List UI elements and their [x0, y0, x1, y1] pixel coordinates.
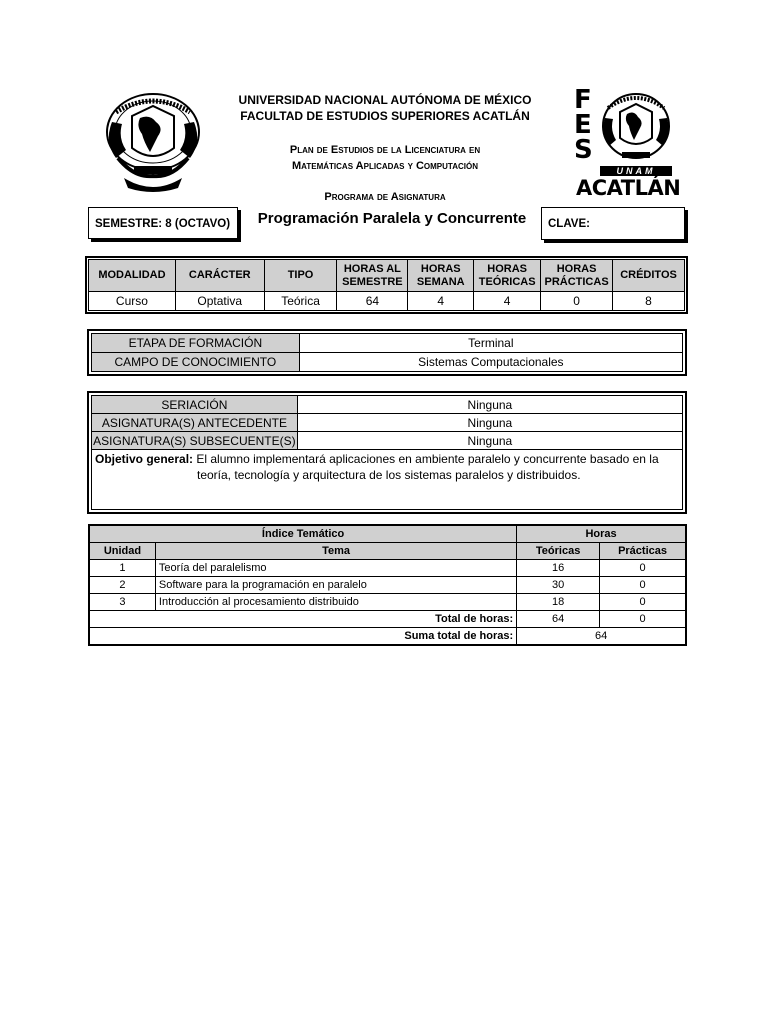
header-horas-semana: HORAS SEMANA	[408, 260, 474, 292]
total-label: Total de horas:	[90, 611, 517, 628]
subsecuente-value: Ninguna	[297, 432, 682, 450]
row-unidad: 2	[90, 577, 156, 594]
suma-value: 64	[517, 628, 686, 645]
row-unidad: 1	[90, 560, 156, 577]
subsecuente-label: ASIGNATURA(S) SUBSECUENTE(S)	[93, 433, 296, 448]
logo-letter-e: E	[574, 110, 592, 140]
value-horas-practicas: 0	[541, 292, 613, 311]
subsecuente-row	[92, 432, 683, 450]
header-caracter: CARÁCTER	[175, 260, 264, 292]
suma-row	[90, 628, 686, 645]
header-tipo: TIPO	[264, 260, 337, 292]
index-horas-header: Horas	[517, 526, 686, 543]
suma-label: Suma total de horas:	[90, 628, 517, 645]
row-practicas: 0	[600, 560, 686, 577]
total-teoricas: 64	[517, 611, 600, 628]
index-header-row	[90, 543, 686, 560]
table-row	[90, 560, 686, 577]
plan-line-2: Matemáticas Aplicadas y Computación	[292, 160, 478, 172]
row-practicas: 0	[600, 594, 686, 611]
thematic-index-table	[89, 525, 686, 645]
objetivo-text-2: teoría, tecnología y arquitectura de los sistemas paralelos y distribuidos.	[197, 468, 581, 482]
seriacion-row	[92, 396, 683, 414]
university-name: UNIVERSIDAD NACIONAL AUTÓNOMA DE MÉXICO	[238, 93, 532, 107]
etapa-row	[92, 334, 683, 353]
row-practicas: 0	[600, 577, 686, 594]
program-label: Programa de Asignatura	[324, 191, 446, 203]
value-modalidad: Curso	[89, 292, 176, 311]
clave-box: CLAVE:	[541, 207, 685, 240]
antecedente-value: Ninguna	[297, 414, 682, 432]
logo-acatlan-text: ACATLÁN	[576, 176, 681, 200]
index-unidad-header: Unidad	[90, 543, 156, 560]
campo-value: Sistemas Computacionales	[299, 353, 682, 372]
value-horas-semestre: 64	[337, 292, 408, 311]
row-teoricas: 18	[517, 594, 600, 611]
logo-letter-f: F	[574, 85, 592, 115]
value-tipo: Teórica	[264, 292, 337, 311]
logo-unam-band: UNAM	[600, 166, 672, 176]
campo-row	[92, 353, 683, 372]
seriation-table	[91, 395, 683, 510]
value-horas-teoricas: 4	[474, 292, 541, 311]
row-teoricas: 30	[517, 577, 600, 594]
formation-table	[91, 333, 683, 372]
university-header	[180, 92, 590, 124]
table-row	[90, 594, 686, 611]
total-row	[90, 611, 686, 628]
row-unidad: 3	[90, 594, 156, 611]
table-row	[90, 577, 686, 594]
seriacion-label: SERIACIÓN	[92, 396, 298, 414]
index-title: Índice Temático	[90, 526, 517, 543]
header-horas-teoricas: HORAS TEÓRICAS	[474, 260, 541, 292]
course-info-table	[88, 259, 685, 311]
value-horas-semana: 4	[408, 292, 474, 311]
fes-acatlan-logo	[574, 85, 681, 200]
objetivo-text: El alumno implementará aplicaciones en ambiente paralelo y concurrente basado en la	[196, 452, 659, 466]
antecedente-label: ASIGNATURA(S) ANTECEDENTE	[92, 414, 298, 432]
objetivo-row	[92, 450, 683, 510]
header-modalidad: MODALIDAD	[89, 260, 176, 292]
plan-title	[180, 142, 590, 174]
index-practicas-header: Prácticas	[600, 543, 686, 560]
course-info-value-row	[89, 292, 685, 311]
row-tema: Introducción al procesamiento distribuido	[155, 594, 516, 611]
course-info-header-row	[89, 260, 685, 292]
value-caracter: Optativa	[175, 292, 264, 311]
header-horas-semestre: HORAS AL SEMESTRE	[337, 260, 408, 292]
etapa-value: Terminal	[299, 334, 682, 353]
logo-letter-s: S	[574, 135, 593, 165]
header-horas-practicas: HORAS PRÁCTICAS	[541, 260, 613, 292]
plan-line-1: Plan de Estudios de la Licenciatura en	[289, 144, 481, 156]
row-tema: Teoría del paralelismo	[155, 560, 516, 577]
antecedente-row	[92, 414, 683, 432]
etapa-label: ETAPA DE FORMACIÓN	[92, 334, 300, 353]
objetivo-general	[92, 450, 683, 510]
row-teoricas: 16	[517, 560, 600, 577]
index-teoricas-header: Teóricas	[517, 543, 600, 560]
objetivo-label: Objetivo general:	[95, 452, 194, 466]
header-creditos: CRÉDITOS	[613, 260, 685, 292]
semester-box: SEMESTRE: 8 (OCTAVO)	[88, 207, 238, 239]
row-tema: Software para la programación en paralelo	[155, 577, 516, 594]
total-practicas: 0	[600, 611, 686, 628]
faculty-name: FACULTAD DE ESTUDIOS SUPERIORES ACATLÁN	[240, 109, 530, 123]
course-title: Programación Paralela y Concurrente	[257, 210, 527, 227]
campo-label: CAMPO DE CONOCIMIENTO	[92, 353, 300, 372]
value-creditos: 8	[613, 292, 685, 311]
seriacion-value: Ninguna	[297, 396, 682, 414]
index-tema-header: Tema	[155, 543, 516, 560]
index-title-row	[90, 526, 686, 543]
